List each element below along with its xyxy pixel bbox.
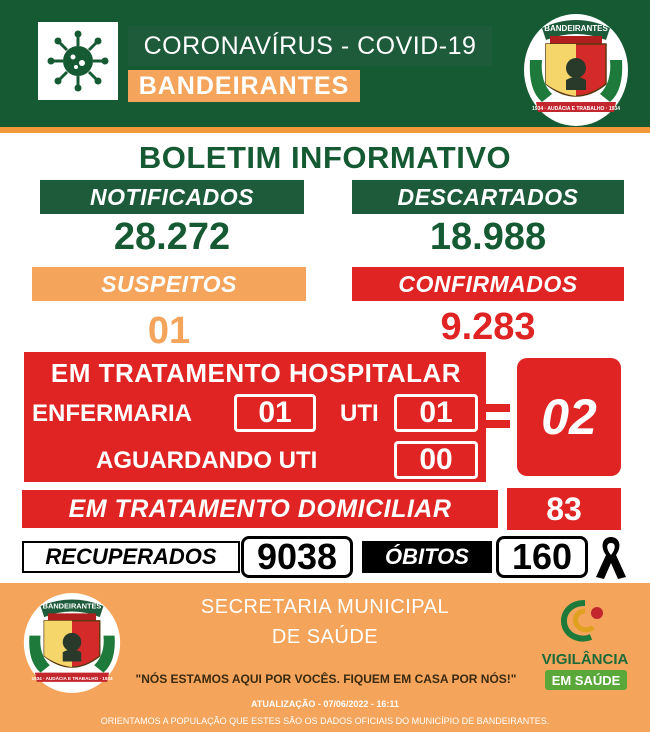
vigilancia-title: VIGILÂNCIA xyxy=(541,651,629,668)
confirmados-value: 9.283 xyxy=(440,306,536,348)
footer-quote: "NÓS ESTAMOS AQUI POR VOCÊS. FIQUEM EM CASA POR NÓS!" xyxy=(135,672,517,686)
bulletin-title: BOLETIM INFORMATIVO xyxy=(138,140,512,175)
crest-logo-footer xyxy=(22,591,122,695)
descartados-label: DESCARTADOS xyxy=(352,180,624,214)
domiciliar-value: 83 xyxy=(507,488,621,530)
svg-text:BANDEIRANTES: BANDEIRANTES xyxy=(42,601,102,611)
suspeitos-label: SUSPEITOS xyxy=(32,267,306,301)
enfermaria-label: ENFERMARIA xyxy=(32,400,192,427)
secretaria-line2: DE SAÚDE xyxy=(271,626,379,648)
aguardando-uti-label: AGUARDANDO UTI xyxy=(96,447,318,474)
recuperados-label: RECUPERADOS xyxy=(22,541,240,573)
confirmados-label: CONFIRMADOS xyxy=(352,267,624,301)
hospital-title: EM TRATAMENTO HOSPITALAR xyxy=(50,358,462,388)
notificados-value: 28.272 xyxy=(113,216,231,258)
virus-icon xyxy=(47,30,109,92)
svg-text:1934 · AUDÁCIA E TRABALHO · 19: 1934 · AUDÁCIA E TRABALHO · 1934 xyxy=(532,106,620,112)
vigilancia-logo xyxy=(555,597,615,645)
svg-text:1934 · AUDÁCIA E TRABALHO · 19: 1934 · AUDÁCIA E TRABALHO · 1934 xyxy=(31,676,113,682)
secretaria-line1: SECRETARIA MUNICIPAL xyxy=(200,596,450,618)
vigilancia-subtitle: EM SAÚDE xyxy=(545,670,627,690)
hospital-total: 02 xyxy=(517,358,621,476)
equals-sign xyxy=(486,398,512,434)
header-city: BANDEIRANTES xyxy=(128,70,360,102)
mourning-ribbon-icon xyxy=(594,533,628,581)
suspeitos-value: 01 xyxy=(147,310,191,352)
svg-text:BANDEIRANTES: BANDEIRANTES xyxy=(544,24,608,33)
notificados-label: NOTIFICADOS xyxy=(40,180,304,214)
aguardando-uti-value: 00 xyxy=(394,441,478,479)
virus-icon-box xyxy=(38,22,118,100)
crest-logo xyxy=(522,10,630,128)
hospital-panel xyxy=(24,352,486,482)
orientation-note: ORIENTAMOS A POPULAÇÃO QUE ESTES SÃO OS DADOS OFICIAIS DO MUNICÍPIO DE BANDEIRANTES. xyxy=(100,716,550,726)
descartados-value: 18.988 xyxy=(429,216,547,258)
update-timestamp: ATUALIZAÇÃO - 07/06/2022 - 16:11 xyxy=(251,699,399,709)
uti-value: 01 xyxy=(394,394,478,432)
enfermaria-value: 01 xyxy=(234,394,316,432)
domiciliar-label: EM TRATAMENTO DOMICILIAR xyxy=(22,490,498,528)
obitos-value: 160 xyxy=(496,536,588,578)
uti-label: UTI xyxy=(340,400,379,427)
obitos-label: ÓBITOS xyxy=(362,541,492,573)
header-title: CORONAVÍRUS - COVID-19 xyxy=(128,26,492,66)
recuperados-value: 9038 xyxy=(241,536,353,578)
